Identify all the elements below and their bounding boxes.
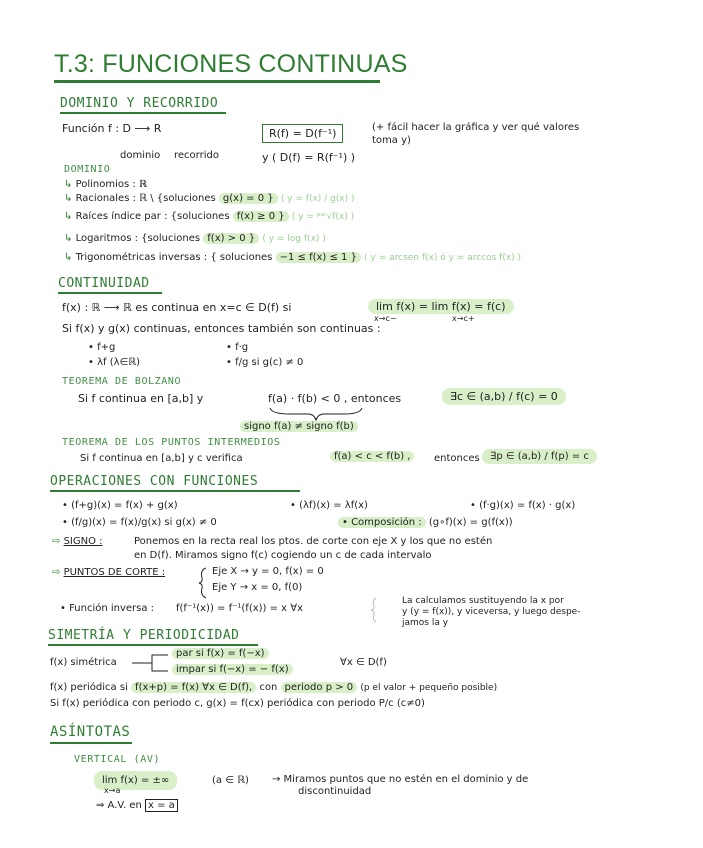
par-definition: par si f(x) = f(−x) bbox=[172, 648, 269, 659]
vertical-limit-subscript: x→a bbox=[104, 786, 121, 795]
list-item: • (λf)(x) = λf(x) bbox=[290, 500, 368, 511]
section-underline bbox=[50, 742, 132, 744]
forall-domain: ∀x ∈ D(f) bbox=[340, 657, 387, 668]
bolzano-brace-note: signo f(a) ≠ signo f(b) bbox=[240, 421, 358, 432]
arrow-icon: ↳ bbox=[64, 193, 76, 204]
cortes-row: ⇨ PUNTOS DE CORTE : bbox=[52, 567, 166, 578]
av-row: ⇒ A.V. en x = a bbox=[96, 800, 178, 811]
signo-text: Ponemos en la recta real los ptos. de corte con eje X y los que no estén bbox=[134, 536, 493, 547]
intermedios-text-a: Si f continua en [a,b] y c verifica bbox=[80, 453, 243, 464]
periodica-row: f(x) periódica si f(x+p) = f(x) ∀x ∈ D(f), con periodo p > 0 (p el valor + pequeño posible) bbox=[50, 682, 498, 693]
section-dominio-recorrido-heading: DOMINIO Y RECORRIDO bbox=[60, 96, 219, 111]
list-item: • f·g bbox=[226, 342, 249, 353]
double-arrow-icon: ⇨ bbox=[52, 567, 64, 578]
list-item: • Composición : (g∘f)(x) = g(f(x)) bbox=[338, 517, 513, 528]
double-arrow-icon: ⇨ bbox=[52, 536, 64, 547]
periodica-row-2: Si f(x) periódica con periodo c, g(x) = f(cx) periódica con periodo P/c (c≠0) bbox=[50, 698, 425, 709]
bolzano-text-a: Si f continua en [a,b] y bbox=[78, 392, 204, 405]
list-item: • f/g si g(c) ≠ 0 bbox=[226, 357, 304, 368]
list-item: ↳ Raíces índice par : {soluciones f(x) ≥ 0 } ( y = ᵖᵃʳ√f(x) ) bbox=[64, 211, 355, 222]
inversa-note-3: jamos la y bbox=[402, 618, 449, 628]
cortes-eje-x: Eje X → y = 0, f(x) = 0 bbox=[212, 566, 324, 577]
intermedios-text-b: f(a) < c < f(b) , bbox=[330, 451, 414, 462]
bolzano-text-b: f(a) · f(b) < 0 , entonces bbox=[268, 392, 402, 405]
continuity-operations-intro: Si f(x) y g(x) continuas, entonces también son continuas : bbox=[62, 322, 381, 335]
cortes-eje-y: Eje Y → x = 0, f(0) bbox=[212, 582, 303, 593]
limit-subscript-right: x→c+ bbox=[452, 314, 475, 323]
graph-note: (+ fácil hacer la gráfica y ver qué valores toma y) bbox=[372, 122, 580, 146]
signo-text-2: en D(f). Miramos signo f(c) cogiendo un c de cada intervalo bbox=[134, 550, 432, 561]
arrow-icon: ↳ bbox=[64, 179, 76, 190]
funcion-definition: Función f : D ⟶ R bbox=[62, 122, 162, 135]
domain-range-formula: y ( D(f) = R(f⁻¹) ) bbox=[262, 151, 356, 164]
inversa-label: • Función inversa : bbox=[60, 603, 155, 614]
dominio-label: dominio bbox=[120, 150, 161, 161]
list-item: • f+g bbox=[88, 342, 116, 353]
vertical-condition: (a ∈ ℝ) bbox=[212, 775, 249, 786]
arrow-icon: ↳ bbox=[64, 233, 76, 244]
list-item: • λf (λ∈ℝ) bbox=[88, 357, 141, 368]
arrow-icon: ↳ bbox=[64, 252, 76, 263]
page-title: T.3: FUNCIONES CONTINUAS bbox=[54, 50, 408, 78]
arrow-icon: ↳ bbox=[64, 211, 76, 222]
boxed-formula: R(f) = D(f⁻¹) bbox=[262, 124, 343, 143]
vertical-heading: VERTICAL (AV) bbox=[74, 754, 161, 765]
intermedios-text-c: entonces bbox=[434, 453, 480, 464]
impar-definition: impar si f(−x) = − f(x) bbox=[172, 664, 293, 675]
list-item: ↳ Polinomios : ℝ bbox=[64, 179, 147, 190]
inversa-formula: f(f⁻¹(x)) = f⁻¹(f(x)) = x ∀x bbox=[176, 603, 304, 614]
list-item: ↳ Racionales : ℝ \ {soluciones g(x) = 0 } ( y = f(x) / g(x) ) bbox=[64, 193, 355, 204]
vertical-limit: lim f(x) = ±∞ bbox=[94, 771, 177, 790]
bolzano-heading: TEOREMA DE BOLZANO bbox=[62, 376, 182, 387]
vertical-note-1: → Miramos puntos que no estén en el dominio y de bbox=[272, 774, 529, 785]
list-item: • (f·g)(x) = f(x) · g(x) bbox=[470, 500, 576, 511]
list-item: • (f/g)(x) = f(x)/g(x) si g(x) ≠ 0 bbox=[62, 517, 217, 528]
list-item: • (f+g)(x) = f(x) + g(x) bbox=[62, 500, 178, 511]
list-item: ↳ Logaritmos : {soluciones f(x) > 0 } ( y = log f(x) ) bbox=[64, 233, 326, 244]
section-operaciones-heading: OPERACIONES CON FUNCIONES bbox=[50, 474, 259, 489]
limit-subscript-left: x→c− bbox=[374, 314, 397, 323]
dominio-subheading: DOMINIO bbox=[64, 164, 111, 175]
inversa-note-2: y (y = f(x)), y viceversa, y luego despe- bbox=[402, 607, 581, 617]
inversa-note-1: La calculamos sustituyendo la x por bbox=[402, 596, 564, 606]
bolzano-conclusion: ∃c ∈ (a,b) / f(c) = 0 bbox=[442, 388, 566, 405]
signo-row: ⇨ SIGNO : bbox=[52, 536, 103, 547]
list-item: ↳ Trigonométricas inversas : { soluciones −1 ≤ f(x) ≤ 1 } ( y = arcsen f(x) ó y = arccos f(x) ) bbox=[64, 252, 522, 263]
section-simetria-heading: SIMETRÍA Y PERIODICIDAD bbox=[48, 628, 240, 643]
section-asintotas-heading: ASÍNTOTAS bbox=[50, 724, 131, 740]
continuity-definition: f(x) : ℝ ⟶ ℝ es continua en x=c ∈ D(f) si bbox=[62, 301, 292, 314]
intermedios-conclusion: ∃p ∈ (a,b) / f(p) = c bbox=[482, 449, 597, 464]
intermedios-heading: TEOREMA DE LOS PUNTOS INTERMEDIOS bbox=[62, 437, 281, 448]
continuity-limit: lim f(x) = lim f(x) = f(c) bbox=[368, 299, 514, 314]
section-continuidad-heading: CONTINUIDAD bbox=[58, 276, 150, 291]
simetrica-label: f(x) simétrica bbox=[50, 657, 117, 668]
recorrido-label: recorrido bbox=[174, 150, 219, 161]
vertical-note-2: discontinuidad bbox=[298, 786, 372, 797]
